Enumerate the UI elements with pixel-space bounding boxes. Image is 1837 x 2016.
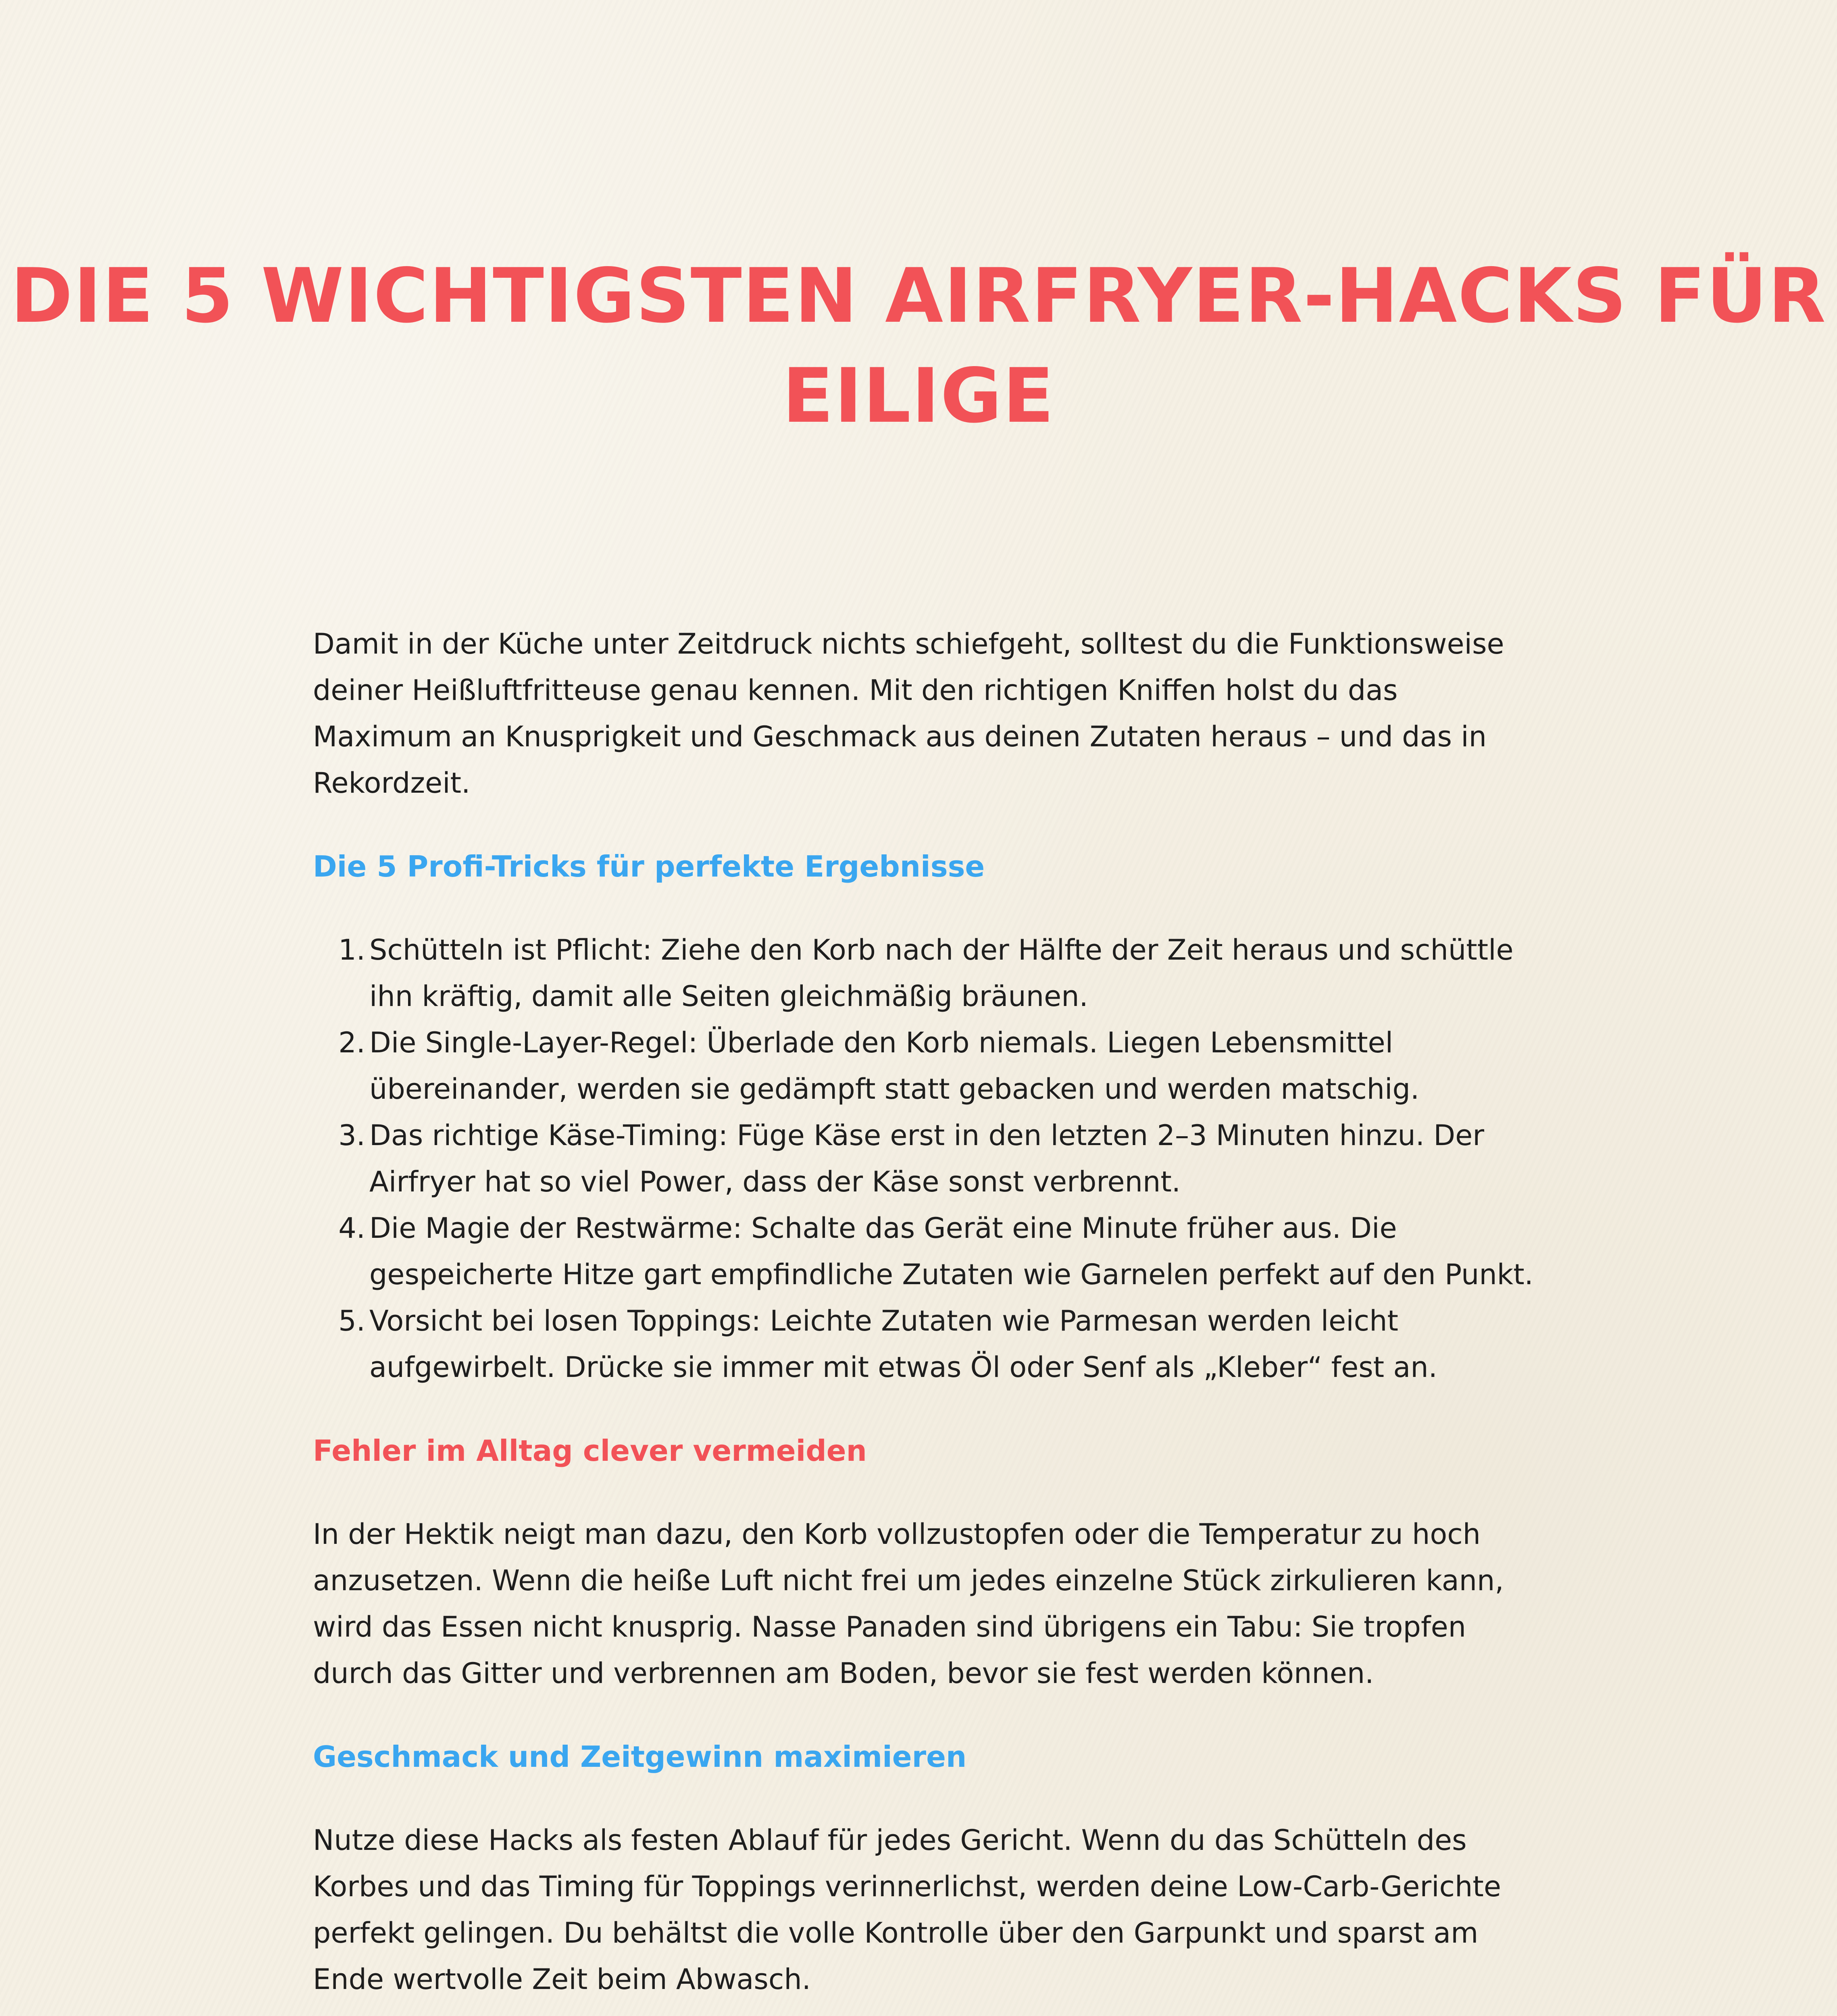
list-item-text: Die Magie der Restwärme: Schalte das Gerät eine Minute früher aus. Die gespeicherte Hitze gart empfindliche Zutaten wie Garnelen perfekt auf den Punkt.: [369, 1212, 1533, 1291]
list-item: [338, 1298, 1539, 1391]
document-content: [313, 621, 1539, 2003]
list-item-number: 1.: [338, 933, 365, 966]
list-item: [338, 927, 1539, 1020]
section-heading-taste: Geschmack und Zeitgewinn maximieren: [313, 1740, 967, 1774]
section-heading-errors: Fehler im Alltag clever vermeiden: [313, 1434, 867, 1468]
list-item-text: Vorsicht bei losen Toppings: Leichte Zutaten wie Parmesan werden leicht aufgewirbelt. Drücke sie immer mit etwas Öl oder Senf als „Kleber“ fest an.: [369, 1304, 1437, 1384]
list-item: [338, 1112, 1539, 1205]
list-item: [338, 1205, 1539, 1298]
list-item-number: 5.: [338, 1304, 365, 1337]
list-item-number: 3.: [338, 1119, 365, 1152]
list-item-number: 4.: [338, 1212, 365, 1245]
list-item-text: Die Single-Layer-Regel: Überlade den Korb niemals. Liegen Lebensmittel übereinander, werden sie gedämpft statt gebacken und werden matschig.: [369, 1026, 1420, 1106]
section-heading-tricks: Die 5 Profi-Tricks für perfekte Ergebnisse: [313, 850, 985, 883]
errors-paragraph: In der Hektik neigt man dazu, den Korb vollzustopfen oder die Temperatur zu hoch anzusetzen. Wenn die heiße Luft nicht frei um jedes einzelne Stück zirkulieren kann, wird das Essen nicht knusprig. Nasse Panaden sind übrigens ein Tabu: Sie tropfen durch das Gitter und verbrennen am Boden, bevor sie fest werden können.: [313, 1518, 1504, 1690]
list-item-text: Das richtige Käse-Timing: Füge Käse erst in den letzten 2–3 Minuten hinzu. Der Airfryer hat so viel Power, dass der Käse sonst verbrennt.: [369, 1119, 1484, 1198]
list-item-number: 2.: [338, 1026, 365, 1059]
intro-paragraph: Damit in der Küche unter Zeitdruck nichts schiefgeht, solltest du die Funktionsweise deiner Heißluftfritteuse genau kennen. Mit den richtigen Kniffen holst du das Maximum an Knusprigkeit und Geschmack aus deinen Zutaten heraus – und das in Rekordzeit.: [313, 627, 1504, 800]
taste-paragraph: Nutze diese Hacks als festen Ablauf für jedes Gericht. Wenn du das Schütteln des Korbes und das Timing für Toppings verinnerlichst, werden deine Low-Carb-Gerichte perfekt gelingen. Du behältst die volle Kontrolle über den Garpunkt und sparst am Ende wertvolle Zeit beim Abwasch.: [313, 1824, 1501, 1996]
tricks-list: [313, 927, 1539, 1391]
list-item-text: Schütteln ist Pflicht: Ziehe den Korb nach der Hälfte der Zeit heraus und schüttle ihn kräftig, damit alle Seiten gleichmäßig bräunen.: [369, 933, 1514, 1013]
page-title: DIE 5 WICHTIGSTEN AIRFRYER-HACKS FÜR EILIGE: [10, 252, 1827, 439]
list-item: [338, 1020, 1539, 1112]
